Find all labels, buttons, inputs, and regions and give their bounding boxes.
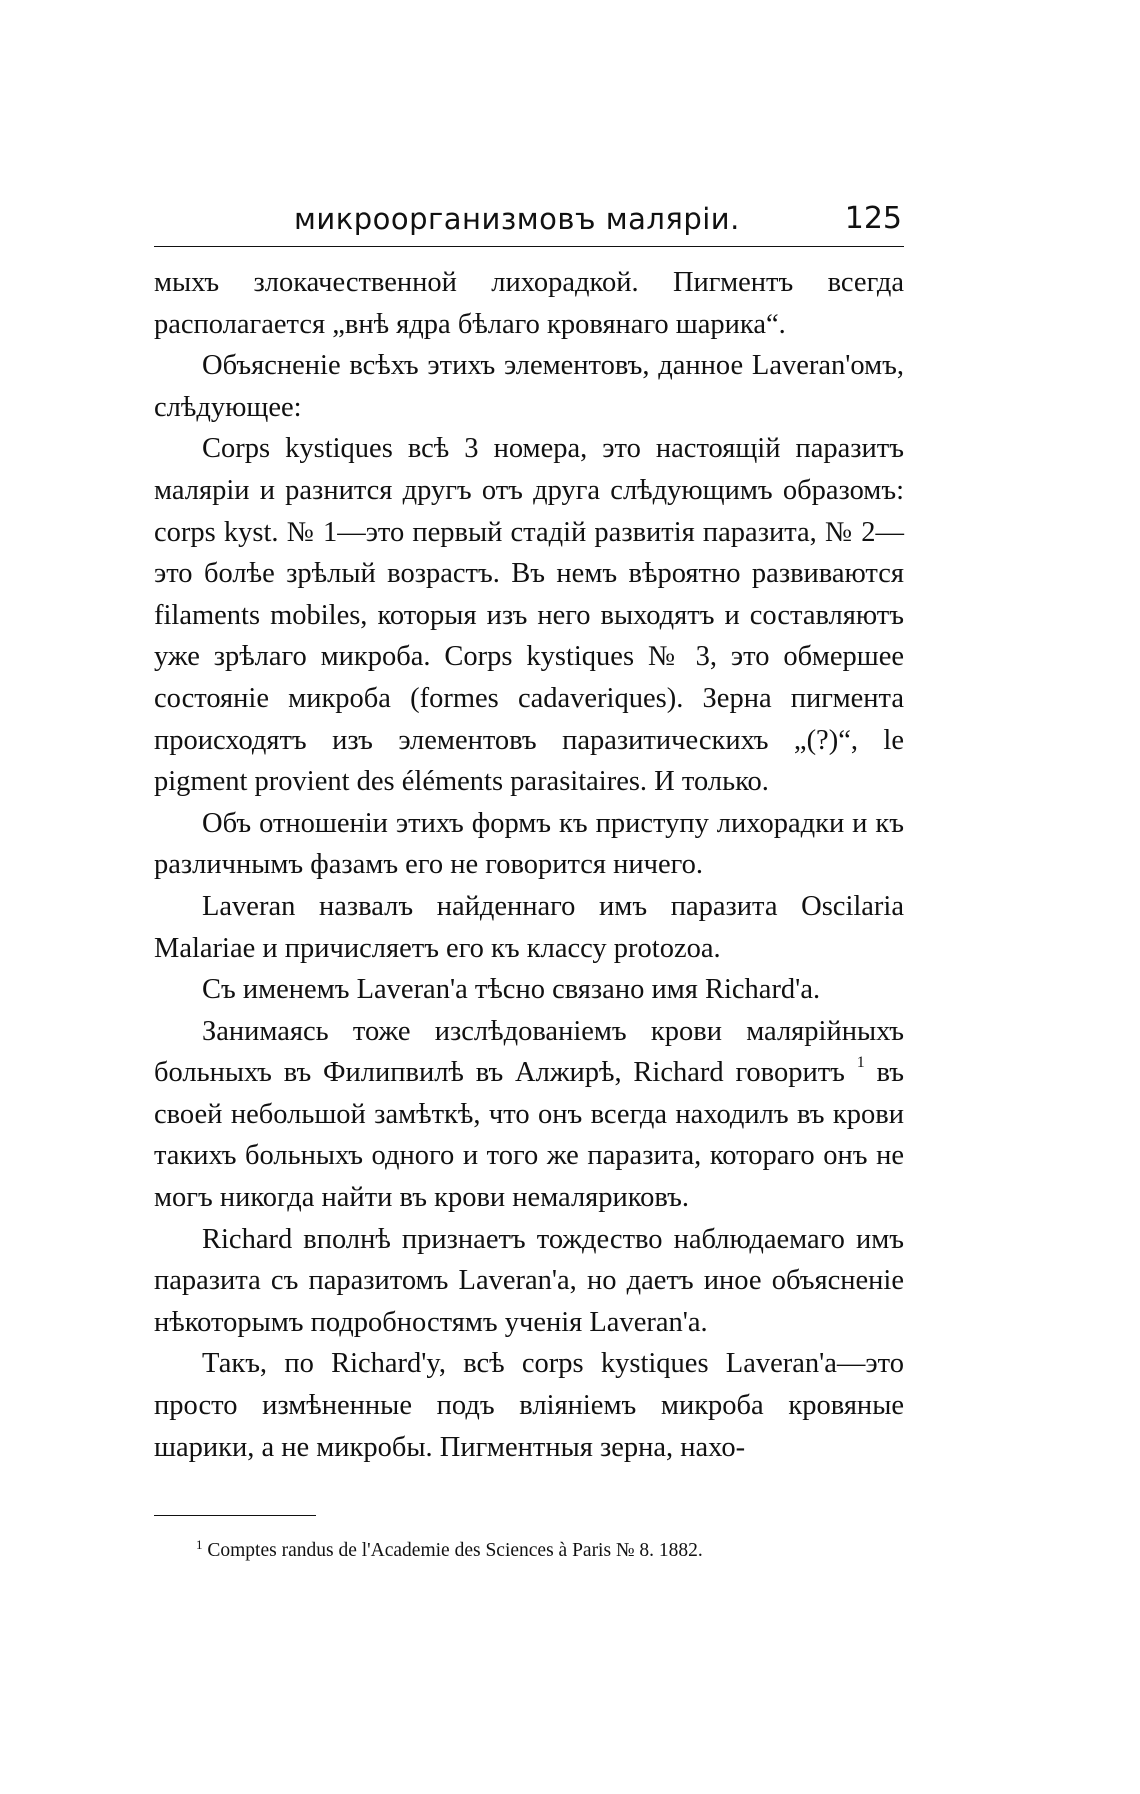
page-number: 125	[844, 201, 902, 236]
paragraph-richard-intro: Съ именемъ Laveran'a тѣсно связано имя Richard'a.	[202, 974, 821, 1006]
body-text	[154, 262, 904, 1468]
paragraph-continuation: мыхъ злокачественной лихорадкой. Пигментъ всегда располагается „внѣ ядра бѣлаго кровянаго шарика“.	[154, 267, 904, 340]
paragraph-oscilaria: Laveran назвалъ найденнаго имъ паразита Oscilaria Malariae и причисляетъ его къ классу protozoa.	[154, 890, 904, 964]
page-header	[154, 196, 902, 242]
paragraph-richard-study	[154, 1011, 904, 1219]
paragraph-richard-interpretation: Такъ, по Richard'y, всѣ corps kystiques Laveran'a—это просто измѣненные подъ вліяніемъ микроба кровяные шарики, а не микробы. Пигментныя зерна, нахо-	[154, 1348, 904, 1463]
footnote-reference: 1	[856, 1054, 865, 1072]
paragraph-explanation-intro: Объясненіе всѣхъ этихъ элементовъ, данное Laveran'омъ, слѣдующее:	[154, 350, 904, 423]
richard-text-after-ref: въ своей небольшой замѣткѣ, что онъ всегда находилъ въ крови такихъ больныхъ одного и того же паразита, котораго онъ не могъ никогда найти въ крови немаляриковъ.	[154, 1057, 904, 1214]
footnote	[196, 1538, 896, 1564]
paragraph-corps-kystiques: Corps kystiques всѣ 3 номера, это настоящій паразитъ маляріи и разнится другъ отъ друга слѣдующимъ образомъ: corps kyst. № 1—это первый стадій развитія паразита, № 2—это болѣе зрѣлый возрастъ. Въ немъ вѣроятно развиваются filaments mobiles, которыя изъ него выходятъ и составляютъ уже зрѣлаго микроба. Corps kystiques № 3, это обмершее состояніе микроба (formes cadaveriques). Зерна пигмента происходятъ изъ элементовъ паразитическихъ „(?)“, le pigment provient des éléments parasitaires. И только.	[154, 433, 904, 798]
richard-text-before-ref: Занимаясь тоже изслѣдованіемъ крови малярійныхъ больныхъ въ Филипвилѣ въ Алжирѣ, Richard говоритъ	[154, 1015, 904, 1089]
header-rule	[154, 246, 904, 247]
paragraph-richard-identity: Richard вполнѣ признаетъ тождество наблюдаемаго имъ паразита съ паразитомъ Laveran'a, но даетъ иное объясненіе нѣкоторымъ подробностямъ ученія Laveran'a.	[154, 1223, 904, 1338]
paragraph-relation: Объ отношеніи этихъ формъ къ приступу лихорадки и къ различнымъ фазамъ его не говорится ничего.	[154, 807, 904, 881]
footnote-rule	[154, 1515, 316, 1516]
footnote-text: Comptes randus de l'Academie des Sciences à Paris № 8. 1882.	[207, 1540, 703, 1561]
footnote-mark: 1	[196, 1537, 203, 1552]
running-title: микроорганизмовъ маляріи.	[294, 202, 740, 236]
